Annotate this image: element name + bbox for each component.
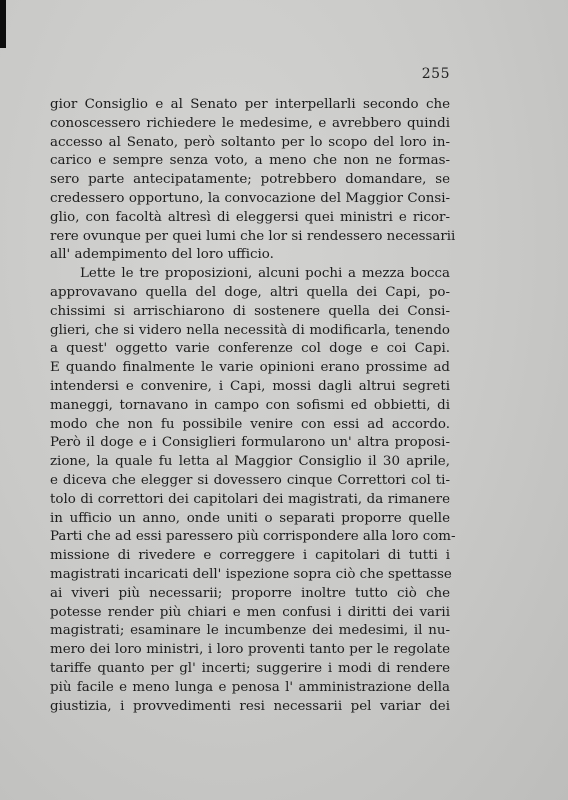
text-line: glieri, che si videro nella necessità di modificarla, tenendo: [50, 322, 450, 338]
text-line: potesse render più chiari e men confusi i diritti dei varii: [50, 604, 450, 620]
text-line: e diceva che elegger si dovessero cinque Correttori col ti-: [50, 472, 450, 488]
text-line: ai viveri più necessarii; proporre inoltre tutto ciò che: [50, 585, 450, 601]
text-line: E quando finalmente le varie opinioni erano prossime ad: [50, 360, 450, 376]
text-line: tolo di correttori dei capitolari dei magistrati, da rimanere: [50, 491, 450, 507]
text-line: glio, con facoltà altresì di eleggersi quei ministri e ricor-: [50, 209, 450, 225]
text-line: all' adempimento del loro ufficio.: [50, 247, 274, 263]
text-line: magistrati; esaminare le incumbenze dei medesimi, il nu-: [50, 623, 450, 639]
text-line: più facile e meno lunga e penosa l' amministrazione della: [50, 679, 450, 695]
text-line: intendersi e convenire, i Capi, mossi dagli altrui segreti: [50, 378, 450, 394]
text-line: gior Consiglio e al Senato per interpellarli secondo che: [50, 97, 450, 112]
text-line: rere ovunque per quei lumi che lor si rendessero necessarii: [50, 228, 456, 244]
text-line: carico e sempre senza voto, a meno che non ne formas-: [50, 153, 450, 169]
text-line: Lette le tre proposizioni, alcuni pochi a mezza bocca: [80, 266, 450, 282]
text-line: a quest' oggetto varie conferenze col doge e coi Capi.: [50, 341, 450, 357]
text-line: giustizia, i provvedimenti resi necessarii pel variar dei: [50, 698, 450, 714]
scan-edge-mark: [0, 0, 6, 48]
paragraph-2: [50, 265, 456, 716]
text-line: Però il doge e i Consiglieri formularono un' altra proposi-: [50, 435, 450, 451]
text-line: credessero opportuno, la convocazione del Maggior Consi-: [50, 190, 450, 206]
page-number: 255: [421, 66, 450, 82]
text-line: conoscessero richiedere le medesime, e avrebbero quindi: [50, 115, 450, 131]
text-line: chissimi si arrischiarono di sostenere quella dei Consi-: [50, 303, 450, 319]
text-line: zione, la quale fu letta al Maggior Consiglio il 30 aprile,: [50, 454, 450, 470]
text-line: in ufficio un anno, onde uniti o separati proporre quelle: [50, 510, 450, 526]
text-line: tariffe quanto per gl' incerti; suggerire i modi di rendere: [50, 660, 450, 676]
body-text: [50, 96, 456, 716]
text-line: modo che non fu possibile venire con essi ad accordo.: [50, 416, 450, 432]
paragraph-1: [50, 96, 456, 265]
text-line: maneggi, tornavano in campo con sofismi ed obbietti, di: [50, 397, 450, 413]
text-line: missione di rivedere e correggere i capitolari di tutti i: [50, 548, 450, 564]
text-line: Parti che ad essi paressero più corrispondere alla loro com-: [50, 529, 456, 545]
text-line: mero dei loro ministri, i loro proventi tanto per le regolate: [50, 642, 450, 658]
text-line: accesso al Senato, però soltanto per lo scopo del loro in-: [50, 134, 450, 150]
text-line: sero parte antecipatamente; potrebbero domandare, se: [50, 172, 450, 188]
text-line: approvavano quella del doge, altri quella dei Capi, po-: [50, 284, 450, 300]
text-line: magistrati incaricati dell' ispezione sopra ciò che spettasse: [50, 566, 452, 582]
